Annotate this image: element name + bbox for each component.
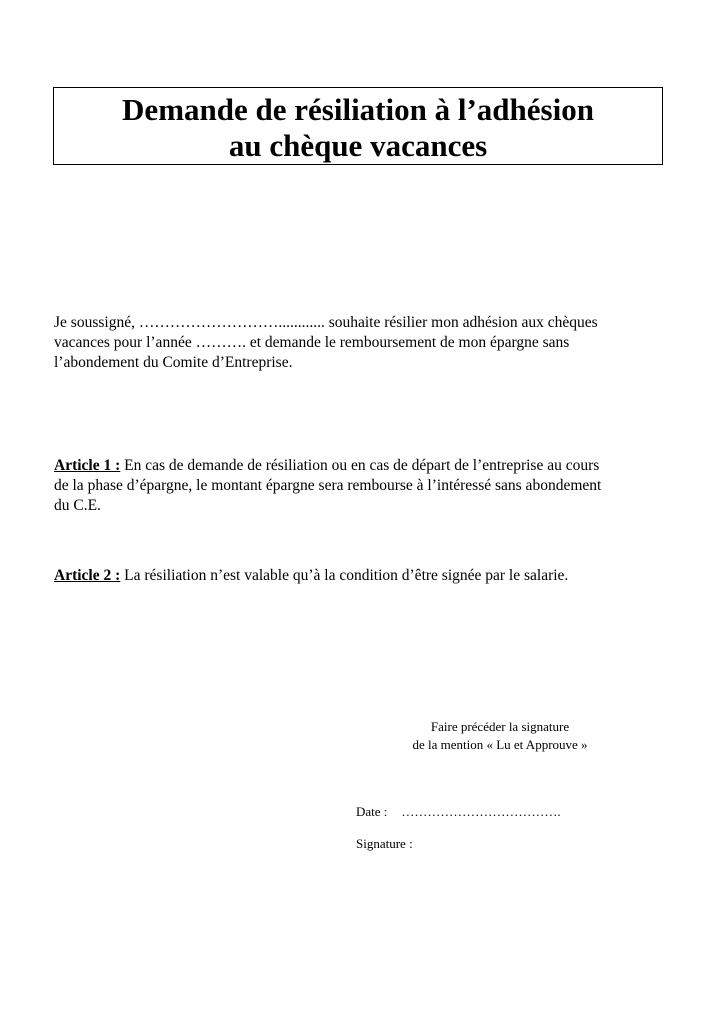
article-1-paragraph bbox=[54, 456, 694, 516]
intro-line-3: l’abondement du Comite d’Entreprise. bbox=[54, 354, 293, 371]
signature-field[interactable] bbox=[356, 835, 413, 853]
article-2-label: Article 2 : bbox=[54, 567, 121, 584]
title-line-1: Demande de résiliation à l’adhésion bbox=[122, 92, 594, 127]
date-field[interactable] bbox=[356, 803, 561, 821]
article-1-line-1 bbox=[54, 456, 694, 476]
article-2-text: La résiliation n’est valable qu’à la condition d’être signée par le salarie. bbox=[120, 567, 569, 584]
intro-line-2: vacances pour l’année ………. et demande le remboursement de mon épargne sans bbox=[54, 334, 570, 351]
article-2-paragraph bbox=[54, 566, 694, 586]
article-1-line-3: du C.E. bbox=[54, 497, 101, 514]
article-1-line-2: de la phase d’épargne, le montant épargne sera rembourse à l’intéressé sans abondement bbox=[54, 477, 602, 494]
article-1-label: Article 1 : bbox=[54, 457, 121, 474]
date-label: Date : bbox=[356, 804, 388, 819]
article-2-line bbox=[54, 566, 694, 586]
signature-mention-note bbox=[380, 718, 620, 754]
mention-line-2: de la mention « Lu et Approuve » bbox=[412, 737, 588, 752]
article-1-text-start: En cas de demande de résiliation ou en cas de départ de l’entreprise au cours bbox=[120, 457, 600, 474]
title-box bbox=[53, 87, 663, 165]
mention-line-1: Faire précéder la signature bbox=[430, 719, 570, 734]
signature-label: Signature : bbox=[356, 836, 413, 851]
intro-line-1: Je soussigné, ………………………............ souhaite résilier mon adhésion aux chèques bbox=[54, 314, 598, 331]
title-line-2: au chèque vacances bbox=[228, 128, 488, 163]
date-dotted-line[interactable]: ………………………………. bbox=[401, 804, 561, 819]
intro-paragraph bbox=[54, 313, 634, 373]
